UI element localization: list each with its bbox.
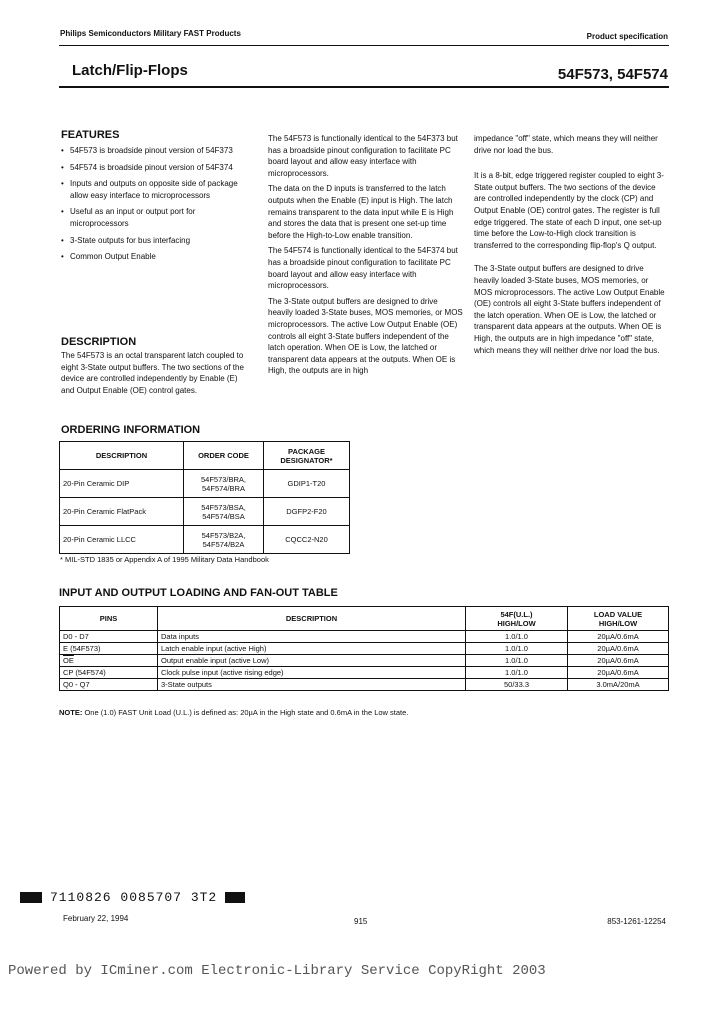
footer-page: 915: [354, 917, 368, 926]
table-cell: 20-Pin Ceramic FlatPack: [60, 498, 184, 526]
header-line: HIGH/LOW: [497, 618, 536, 628]
header-line: HIGH/LOW: [598, 618, 638, 628]
header-right: Product specification: [586, 32, 668, 41]
footer-code: 853-1261-12254: [607, 917, 666, 926]
paragraph: The 54F573 is functionally identical to the 54F373 but has a broadside pinout configuration to facilitate PC board layout and allow easy interface with microprocessors.: [268, 134, 458, 178]
title-rule: [59, 86, 669, 88]
barcode-block-icon: [20, 892, 42, 903]
order-code: 54F574/BSA: [202, 511, 245, 521]
list-item: • 54F574 is broadside pinout version of 54F374: [61, 162, 246, 174]
table-row: [60, 631, 669, 643]
table-cell: 20µA/0.6mA: [568, 643, 669, 655]
io-note: [59, 708, 408, 717]
barcode-block-icon: [225, 892, 245, 903]
table-cell: Data inputs: [158, 631, 466, 643]
ordering-table: [59, 441, 350, 554]
barcode-line: [20, 890, 245, 904]
note-text: One (1.0) FAST Unit Load (U.L.) is defined as: 20µA in the High state and 0.6mA in the Low state.: [84, 708, 409, 717]
table-cell: [184, 470, 264, 498]
table-row: [60, 526, 350, 554]
list-item: • Inputs and outputs on opposite side of package allow easy interface to microprocessors: [61, 178, 246, 201]
column-2: [268, 133, 464, 381]
table-cell: Clock pulse input (active rising edge): [158, 667, 466, 679]
column-header: DESCRIPTION: [60, 442, 184, 470]
table-cell: 1.0/1.0: [466, 655, 568, 667]
description-section: [61, 336, 251, 396]
table-cell: DGFP2-F20: [264, 498, 350, 526]
watermark: Powered by ICminer.com Electronic-Library Service CopyRight 2003: [8, 963, 546, 979]
table-row: [60, 498, 350, 526]
io-table: [59, 606, 669, 691]
footer-date: February 22, 1994: [63, 914, 129, 923]
paragraph: The 3-State output buffers are designed to drive heavily loaded 3-State buses, MOS memories, or MOS microprocessors. The active Low Output Enable (OE) controls all eight 3-State buffers independent of the latch operation. When OE is Low, the latched or transparent data appears at the outputs. When OE is High, the outputs are in high impedance "off" state, which means they will neither drive nor load the bus.: [474, 264, 665, 355]
features-section: [61, 129, 246, 268]
table-cell: 20-Pin Ceramic DIP: [60, 470, 184, 498]
table-cell: 20µA/0.6mA: [568, 667, 669, 679]
order-code: 54F573/B2A,: [201, 530, 246, 540]
table-header-row: [60, 607, 669, 631]
paragraph: The 3-State output buffers are designed to drive heavily loaded 3-State buses, MOS memories, or MOS microprocessors. The active Low Output Enable (OE) controls all eight 3-State buffers independent of the latch operation. When OE is Low, the latched or transparent data appears at the outputs. When OE is High, the outputs are in high: [268, 296, 463, 376]
io-table-heading: INPUT AND OUTPUT LOADING AND FAN-OUT TABLE: [59, 587, 338, 599]
ordering-heading: ORDERING INFORMATION: [61, 424, 201, 436]
list-item: • Useful as an input or output port for microprocessors: [61, 206, 246, 229]
column-header: [568, 607, 669, 631]
table-cell: 1.0/1.0: [466, 667, 568, 679]
order-code: 54F574/B2A: [202, 539, 245, 549]
paragraph: impedance "off" state, which means they will neither drive nor load the bus.: [474, 134, 658, 155]
description-text: The 54F573 is an octal transparent latch coupled to eight 3-State output buffers. The two sections of the device are controlled independently by Enable (E) and Output Enable (OE) control gates.: [61, 351, 244, 395]
table-cell: $\overline{OE}$: [60, 655, 158, 667]
note-label: NOTE:: [59, 708, 83, 717]
table-cell: 3.0mA/20mA: [568, 679, 669, 691]
table-cell: Q0 - Q7: [60, 679, 158, 691]
paragraph: It is a 8-bit, edge triggered register coupled to eight 3-State output buffers. The two sections of the device are controlled independently by the clock (CP) and Output Enable (OE) control gates. The register is full edge triggered. The state of each D input, one set-up time before the Low-to-High clock transition is transferred to the corresponding flip-flop's Q output.: [474, 171, 664, 250]
barcode-text: 7110826 0085707 3T2: [50, 889, 218, 905]
table-cell: 1.0/1.0: [466, 631, 568, 643]
table-cell: 20µA/0.6mA: [568, 655, 669, 667]
order-code: 54F573/BSA,: [201, 502, 246, 512]
table-cell: 20µA/0.6mA: [568, 631, 669, 643]
header-rule: [59, 45, 669, 46]
ordering-footnote: * MIL-STD 1835 or Appendix A of 1995 Military Data Handbook: [60, 555, 269, 564]
paragraph: The data on the D inputs is transferred to the latch outputs when the Enable (E) input is High. The latch remains transparent to the data input while E is High and stores the data that is present one set-up time before the High-to-Low enable transition.: [268, 184, 454, 240]
order-code: 54F573/BRA,: [200, 474, 247, 484]
list-item: • 54F573 is broadside pinout version of 54F373: [61, 145, 246, 157]
column-3: [474, 133, 668, 360]
paragraph: The 54F574 is functionally identical to the 54F374 but has a broadside pinout configuration to facilitate PC board layout and allow easy interface with microprocessors.: [268, 246, 458, 291]
column-header: ORDER CODE: [184, 442, 264, 470]
column-header: DESCRIPTION: [158, 607, 466, 631]
table-cell: CP (54F574): [60, 667, 158, 679]
table-cell: GDIP1-T20: [264, 470, 350, 498]
order-code: 54F574/BRA: [202, 483, 245, 493]
column-header: PINS: [60, 607, 158, 631]
features-heading: FEATURES: [61, 129, 120, 141]
table-cell: D0 - D7: [60, 631, 158, 643]
description-heading: DESCRIPTION: [61, 336, 137, 348]
table-cell: Latch enable input (active High): [158, 643, 466, 655]
part-numbers: 54F573, 54F574: [557, 66, 668, 83]
features-list: [61, 145, 246, 263]
table-row: [60, 655, 669, 667]
list-item: • Common Output Enable: [61, 251, 246, 263]
table-row: [60, 679, 669, 691]
page-title: Latch/Flip-Flops: [72, 62, 188, 79]
table-cell: CQCC2-N20: [264, 526, 350, 554]
column-header: [466, 607, 568, 631]
list-item: • 3-State outputs for bus interfacing: [61, 235, 246, 247]
table-cell: 1.0/1.0: [466, 643, 568, 655]
table-row: [60, 667, 669, 679]
table-row: [60, 470, 350, 498]
table-cell: 20-Pin Ceramic LLCC: [60, 526, 184, 554]
table-cell: E (54F573): [60, 643, 158, 655]
table-cell: 50/33.3: [466, 679, 568, 691]
table-cell: 3-State outputs: [158, 679, 466, 691]
table-row: [60, 643, 669, 655]
column-header: PACKAGE DESIGNATOR*: [264, 442, 350, 470]
table-cell: [184, 526, 264, 554]
header-line: LOAD VALUE: [593, 609, 643, 619]
table-header-row: [60, 442, 350, 470]
header-left: Philips Semiconductors Military FAST Products: [60, 29, 241, 38]
table-cell: Output enable input (active Low): [158, 655, 466, 667]
header-line: 54F(U.L.): [500, 609, 533, 619]
table-cell: [184, 498, 264, 526]
